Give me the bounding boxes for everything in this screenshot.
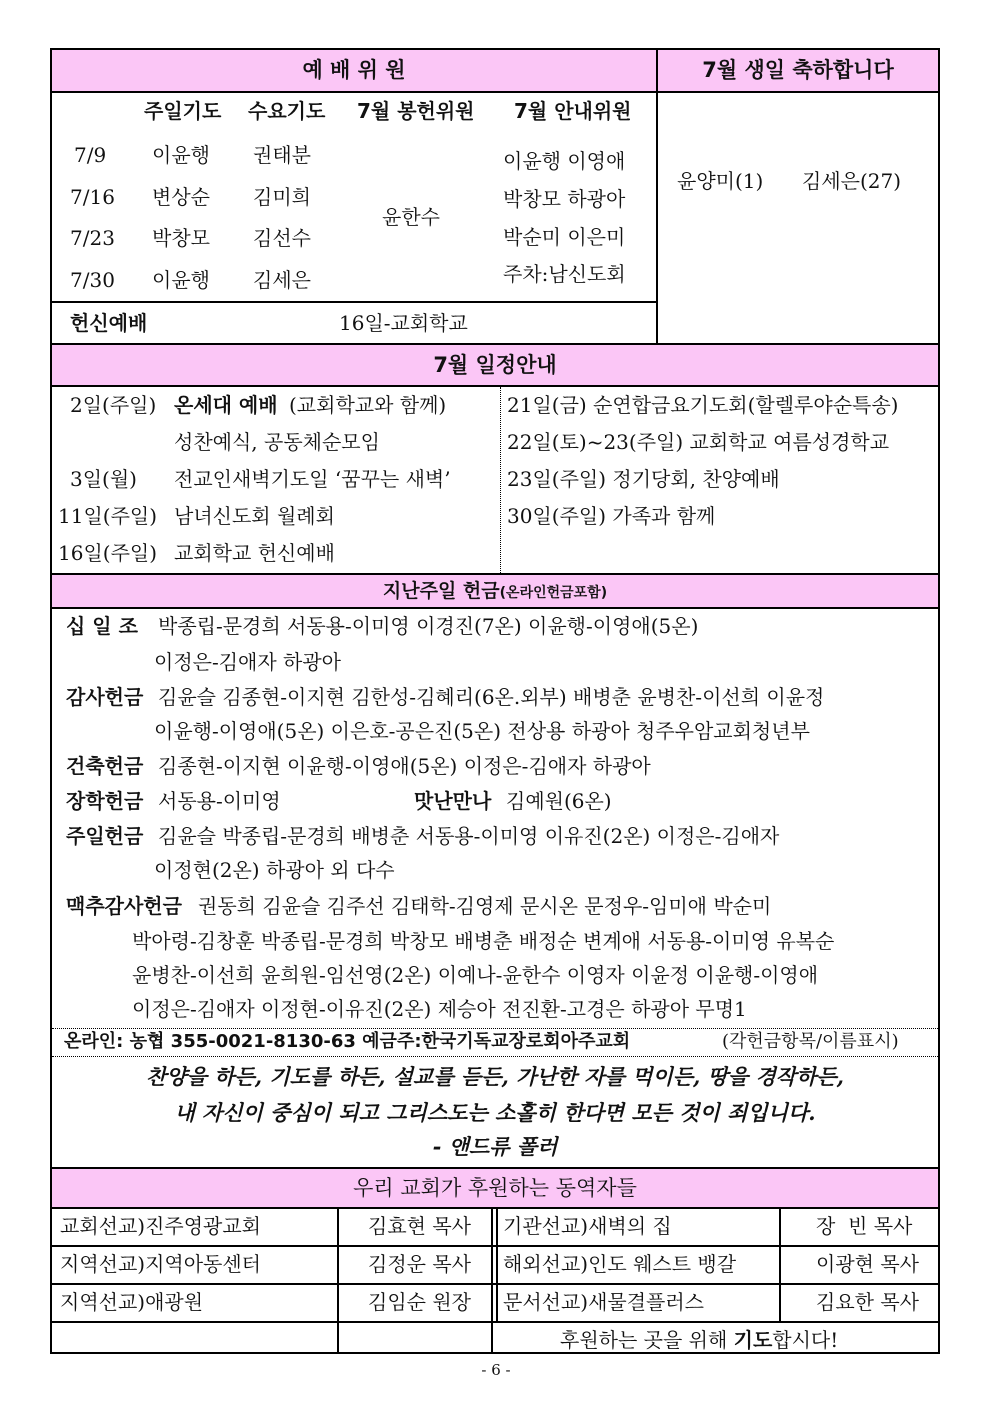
schedule-text: 남녀신도회 월례회 bbox=[174, 504, 335, 528]
schedule-text: 전교인새벽기도일 ‘꿈꾸는 새벽’ bbox=[174, 467, 451, 491]
partner-name: 문서선교)새물결플러스 bbox=[503, 1290, 705, 1314]
usher-line: 이윤행 이영애 bbox=[503, 149, 626, 173]
birthday-name: 김세은(27) bbox=[802, 169, 902, 193]
worship-date: 7/23 bbox=[70, 226, 115, 250]
worship-date: 7/30 bbox=[70, 268, 115, 292]
wheat-line: 이정은-김애자 이정현-이유진(2온) 제승아 전진환-고경은 하광아 무명1 bbox=[132, 997, 747, 1021]
partners-footer-pre: 후원하는 곳을 위해 bbox=[560, 1328, 734, 1352]
col-header-wednesday: 수요기도 bbox=[248, 99, 326, 123]
worship-wednesday: 김선수 bbox=[253, 226, 311, 250]
thanks-label: 감사헌금 bbox=[66, 685, 144, 709]
usher-line: 박창모 하광아 bbox=[503, 187, 626, 211]
worship-wednesday: 김미희 bbox=[253, 185, 311, 209]
schedule-text: 성찬예식, 공동체순모임 bbox=[174, 430, 380, 454]
partners-header bbox=[52, 1169, 938, 1207]
first-meet-line: 김예원(6온) bbox=[506, 789, 612, 813]
offering-header bbox=[52, 575, 938, 607]
bulletin-page bbox=[50, 48, 940, 1354]
partner-name: 해외선교)인도 웨스트 뱅갈 bbox=[503, 1252, 737, 1276]
sunday-offering-label: 주일헌금 bbox=[66, 824, 144, 848]
partner-name: 기관선교)새벽의 집 bbox=[503, 1214, 672, 1238]
building-line: 김종현-이지현 이윤행-이영애(5온) 이정은-김애자 하광아 bbox=[158, 754, 651, 778]
sunday-offering-line: 김윤슬 박종립-문경희 배병춘 서동용-이미영 이유진(2온) 이정은-김애자 bbox=[158, 824, 780, 848]
quote-line: 찬양을 하든, 기도를 하든, 설교를 듣든, 가난한 자를 먹이든, 땅을 경작하든, bbox=[146, 1064, 844, 1089]
sunday-offering-line: 이정현(2온) 하광아 외 다수 bbox=[154, 858, 395, 882]
worship-date: 7/16 bbox=[70, 185, 115, 209]
partner-name: 교회선교)진주영광교회 bbox=[60, 1214, 262, 1238]
schedule-text: (교회학교와 함께) bbox=[289, 393, 447, 417]
worship-wednesday: 김세은 bbox=[253, 268, 311, 292]
dedication-value: 16일-교회학교 bbox=[339, 311, 468, 335]
quote-line: 내 자신이 중심이 되고 그리스도는 소홀히 한다면 모든 것이 죄입니다. bbox=[174, 1100, 816, 1125]
partner-pastor: 김임순 원장 bbox=[368, 1290, 471, 1314]
birthday-title: 7월 생일 축하합니다 bbox=[702, 58, 894, 82]
partner-pastor: 이광현 목사 bbox=[816, 1252, 919, 1276]
schedule-title: 7월 일정안내 bbox=[433, 353, 557, 377]
partners-footer-post: 합시다! bbox=[772, 1328, 839, 1352]
partner-pastor: 김요한 목사 bbox=[816, 1290, 919, 1314]
schedule-date: 16일(주일) bbox=[58, 541, 158, 565]
wheat-line: 박아령-김창훈 박종립-문경희 박창모 배병춘 배정순 변계애 서동용-이미영 유복순 bbox=[132, 929, 835, 953]
tithe-label: 십 일 조 bbox=[66, 614, 138, 638]
worship-wednesday: 권태분 bbox=[253, 143, 311, 167]
schedule-header bbox=[52, 345, 938, 385]
online-account-text: 온라인: 농협 355-0021-8130-63 예금주:한국기독교장로회아주교회 bbox=[64, 1031, 631, 1052]
offering-committee: 윤한수 bbox=[382, 205, 440, 229]
schedule-date: 2일(주일) bbox=[70, 393, 157, 417]
wheat-label: 맥추감사헌금 bbox=[66, 894, 182, 918]
page-number: - 6 - bbox=[481, 1361, 511, 1379]
birthday-name: 윤양미(1) bbox=[677, 169, 764, 193]
schedule-text: 교회학교 헌신예배 bbox=[174, 541, 335, 565]
first-meet-label: 맛난만나 bbox=[414, 789, 492, 813]
thanks-line: 이윤행-이영애(5온) 이은호-공은진(5온) 전상용 하광아 청주우암교회청년부 bbox=[154, 719, 810, 743]
schedule-item: 22일(토)~23(주일) 교회학교 여름성경학교 bbox=[507, 430, 890, 454]
worship-sunday: 이윤행 bbox=[152, 268, 210, 292]
usher-line: 주차:남신도회 bbox=[503, 262, 626, 286]
wheat-line: 윤병찬-이선희 윤희원-임선영(2온) 이예나-윤한수 이영자 이윤정 이윤행-이영애 bbox=[132, 963, 819, 987]
usher-line: 박순미 이은미 bbox=[503, 225, 626, 249]
schedule-date: 3일(월) bbox=[70, 467, 137, 491]
partner-pastor: 장 빈 목사 bbox=[816, 1214, 913, 1238]
worship-date: 7/9 bbox=[74, 143, 107, 167]
partners-footer-bold: 기도 bbox=[733, 1328, 773, 1352]
tithe-line: 이정은-김애자 하광아 bbox=[154, 650, 341, 674]
col-header-usher: 7월 안내위원 bbox=[514, 99, 632, 123]
partners-footer bbox=[560, 1330, 838, 1350]
scholarship-line: 서동용-이미영 bbox=[158, 789, 281, 813]
online-account-note: (각헌금항목/이름표시) bbox=[722, 1031, 899, 1052]
thanks-line: 김윤슬 김종현-이지현 김한성-김혜리(6온.외부) 배병춘 윤병찬-이선희 이윤정 bbox=[158, 685, 825, 709]
schedule-item: 30일(주일) 가족과 함께 bbox=[507, 504, 716, 528]
birthday-header bbox=[658, 50, 938, 91]
schedule-item: 21일(금) 순연합금요기도회(할렐루야순특송) bbox=[507, 393, 899, 417]
scholarship-label: 장학헌금 bbox=[66, 789, 144, 813]
partner-name: 지역선교)애광원 bbox=[60, 1290, 204, 1314]
col-header-offering: 7월 봉헌위원 bbox=[357, 99, 475, 123]
worship-sunday: 이윤행 bbox=[152, 143, 210, 167]
worship-sunday: 변상순 bbox=[152, 185, 210, 209]
quote-author: - 앤드류 폴러 bbox=[432, 1134, 558, 1159]
col-header-sunday: 주일기도 bbox=[144, 99, 222, 123]
partner-pastor: 김효현 목사 bbox=[368, 1214, 471, 1238]
schedule-bold: 온세대 예배 bbox=[174, 393, 278, 417]
offering-title-small: (온라인헌금포함) bbox=[499, 585, 608, 601]
offering-title: 지난주일 헌금 bbox=[382, 580, 500, 602]
partners-title: 우리 교회가 후원하는 동역자들 bbox=[353, 1176, 637, 1200]
dedication-label: 헌신예배 bbox=[70, 311, 148, 335]
schedule-date: 11일(주일) bbox=[58, 504, 158, 528]
schedule-item: 23일(주일) 정기당회, 찬양예배 bbox=[507, 467, 780, 491]
tithe-line: 박종립-문경희 서동용-이미영 이경진(7온) 이윤행-이영애(5온) bbox=[158, 614, 699, 638]
worship-sunday: 박창모 bbox=[152, 226, 210, 250]
wheat-line: 권동희 김윤슬 김주선 김태학-김영제 문시온 문정우-임미애 박순미 bbox=[198, 894, 772, 918]
worship-header bbox=[52, 50, 656, 91]
partner-name: 지역선교)지역아동센터 bbox=[60, 1252, 262, 1276]
partner-pastor: 김정운 목사 bbox=[368, 1252, 471, 1276]
worship-title: 예 배 위 원 bbox=[302, 58, 406, 82]
building-label: 건축헌금 bbox=[66, 754, 144, 778]
